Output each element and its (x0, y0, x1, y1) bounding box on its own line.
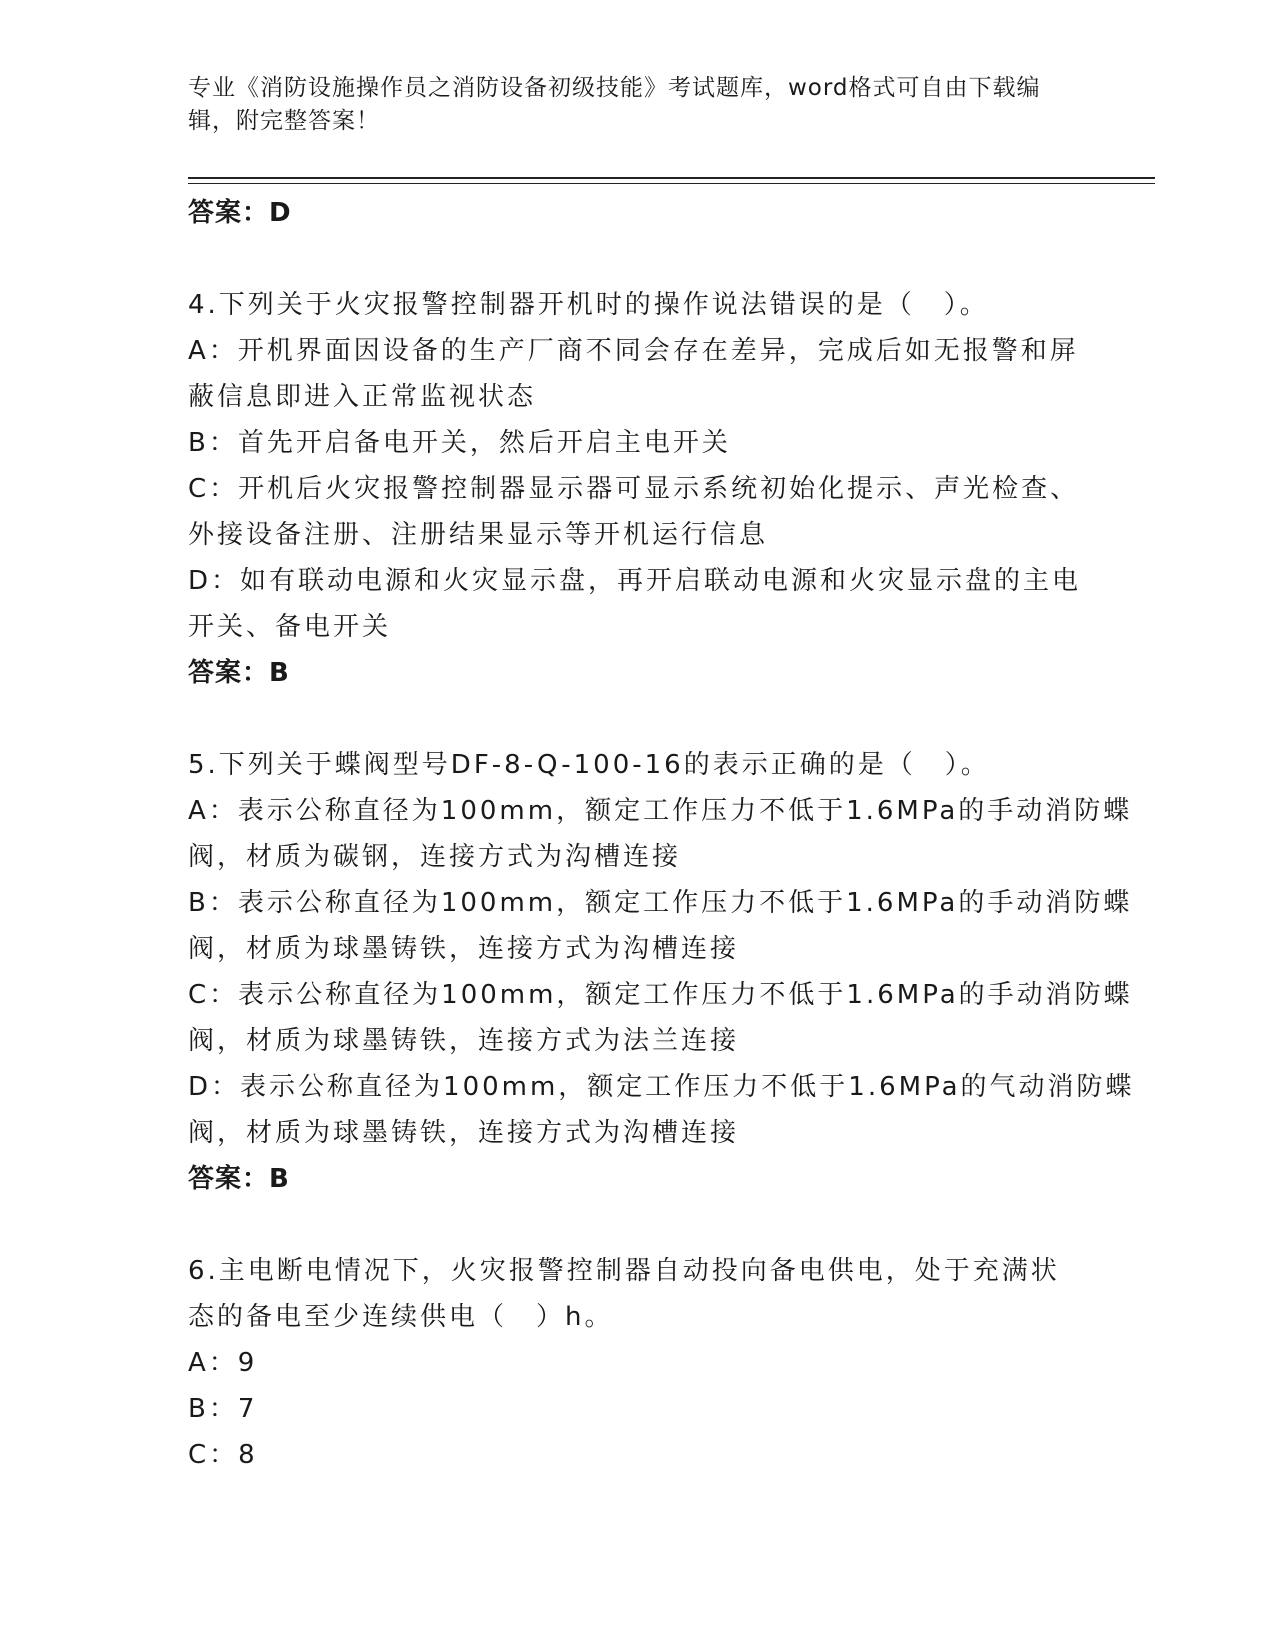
question-5-option-b-line-2: 阀，材质为球墨铸铁，连接方式为沟槽连接 (188, 934, 740, 964)
question-5-option-c-line-1: C：表示公称直径为100mm，额定工作压力不低于1.6MPa的手动消防蝶 (188, 980, 1133, 1010)
spacer (188, 1202, 1088, 1248)
question-body (188, 190, 1135, 1478)
question-5 (188, 742, 1135, 1202)
question-6-stem-line-2: 态的备电至少连续供电（ ）h。 (188, 1302, 614, 1332)
spacer (188, 236, 1088, 282)
question-6 (188, 1248, 1088, 1478)
question-4-answer: 答案：B (188, 658, 290, 688)
question-4-option-d-line-1: D：如有联动电源和火灾显示盘，再开启联动电源和火灾显示盘的主电 (188, 566, 1082, 596)
question-6-option-c: C：8 (188, 1440, 258, 1470)
header-line-1: 专业《消防设施操作员之消防设备初级技能》考试题库，word格式可自由下载编 (188, 75, 1041, 101)
question-6-stem-line-1: 6.主电断电情况下，火灾报警控制器自动投向备电供电，处于充满状 (188, 1256, 1060, 1286)
question-5-option-b-line-1: B：表示公称直径为100mm，额定工作压力不低于1.6MPa的手动消防蝶 (188, 888, 1133, 918)
header-line-2: 辑，附完整答案！ (188, 108, 380, 134)
header-rule-thin (188, 183, 1155, 184)
question-5-option-d-line-2: 阀，材质为球墨铸铁，连接方式为沟槽连接 (188, 1118, 740, 1148)
question-4-stem: 4.下列关于火灾报警控制器开机时的操作说法错误的是（ ）。 (188, 290, 989, 320)
question-4 (188, 282, 1088, 696)
question-4-option-a-line-2: 蔽信息即进入正常监视状态 (188, 382, 537, 412)
question-6-option-a: A：9 (188, 1348, 258, 1378)
header-rule-thick (188, 177, 1155, 179)
question-5-option-c-line-2: 阀，材质为球墨铸铁，连接方式为法兰连接 (188, 1026, 740, 1056)
question-5-option-a-line-2: 阀，材质为碳钢，连接方式为沟槽连接 (188, 842, 682, 872)
question-5-answer: 答案：B (188, 1164, 290, 1194)
question-4-option-a-line-1: A：开机界面因设备的生产厂商不同会存在差异，完成后如无报警和屏 (188, 336, 1079, 366)
question-5-option-d-line-1: D：表示公称直径为100mm，额定工作压力不低于1.6MPa的气动消防蝶 (188, 1072, 1135, 1102)
question-4-option-c-line-1: C：开机后火灾报警控制器显示器可显示系统初始化提示、声光检查、 (188, 474, 1080, 504)
question-5-option-a-line-1: A：表示公称直径为100mm，额定工作压力不低于1.6MPa的手动消防蝶 (188, 796, 1133, 826)
question-4-option-d-line-2: 开关、备电开关 (188, 612, 392, 642)
answer-3: 答案：D (188, 198, 292, 228)
spacer (188, 696, 1088, 742)
question-5-stem: 5.下列关于蝶阀型号DF-8-Q-100-16的表示正确的是（ ）。 (188, 750, 990, 780)
question-4-option-b: B：首先开启备电开关，然后开启主电开关 (188, 428, 731, 458)
page-header (188, 72, 1088, 138)
question-4-option-c-line-2: 外接设备注册、注册结果显示等开机运行信息 (188, 520, 769, 550)
question-6-option-b: B：7 (188, 1394, 258, 1424)
